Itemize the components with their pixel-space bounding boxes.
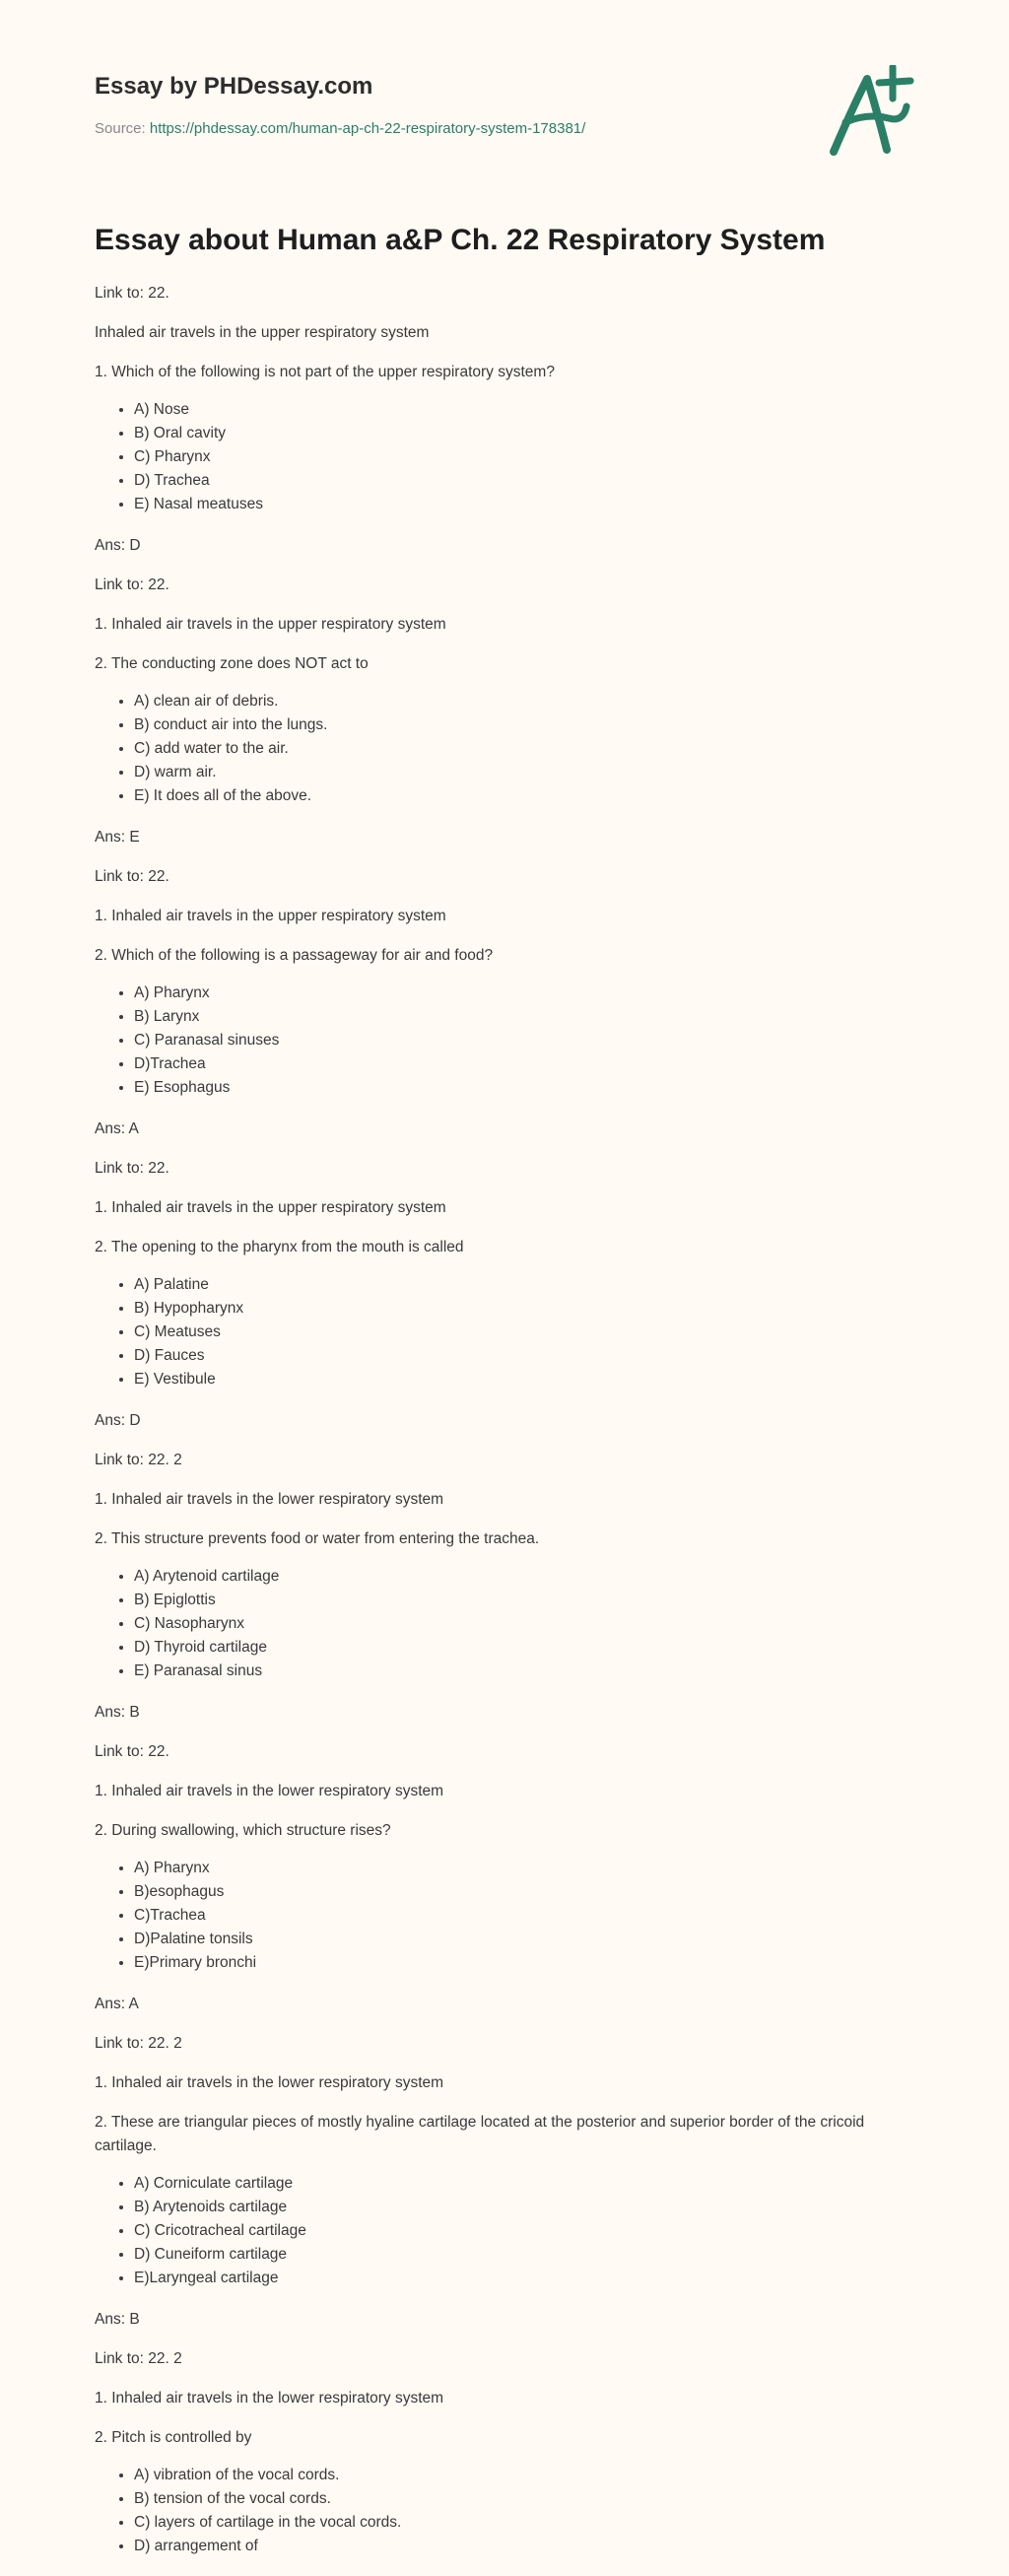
- topic-line: 1. Inhaled air travels in the upper respiratory system: [95, 908, 446, 924]
- options-list: [95, 2172, 883, 2290]
- topic-line: 1. Inhaled air travels in the lower respiratory system: [95, 1491, 444, 1508]
- option-item: • D)Trachea: [134, 1052, 883, 1076]
- topic-line: Inhaled air travels in the upper respiratory system: [95, 324, 430, 341]
- option-item: • D) Thyroid cartilage: [134, 1636, 883, 1660]
- page-header: [95, 69, 922, 177]
- options-list: [95, 398, 883, 516]
- options-list: [95, 1565, 883, 1683]
- topic-line: 1. Inhaled air travels in the lower respiratory system: [95, 2390, 444, 2407]
- option-item: • B) Arytenoids cartilage: [134, 2196, 883, 2219]
- link-reference: Link to: 22.: [95, 1160, 169, 1177]
- question-text: 1. Which of the following is not part of the upper respiratory system?: [95, 364, 555, 380]
- option-item: • D) Fauces: [134, 1344, 883, 1368]
- site-brand: Essay by PHDessay.com: [95, 73, 373, 100]
- option-item: • E) Nasal meatuses: [134, 493, 883, 516]
- option-item: • B) Larynx: [134, 1005, 883, 1029]
- question-text: 2. These are triangular pieces of mostly hyaline cartilage located at the posterior and superior border of the cricoid cartilage.: [95, 2114, 865, 2154]
- option-item: • A) Pharynx: [134, 1857, 883, 1880]
- question-text: 2. Which of the following is a passageway for air and food?: [95, 947, 494, 964]
- option-item: • A) Palatine: [134, 1273, 883, 1297]
- essay-content: [95, 221, 883, 2576]
- question-text: 2. During swallowing, which structure rises?: [95, 1822, 391, 1839]
- option-item: • E)Laryngeal cartilage: [134, 2267, 883, 2290]
- option-item: • E) Esophagus: [134, 1076, 883, 1100]
- question-text: 2. The conducting zone does NOT act to: [95, 655, 369, 672]
- answer-text: Ans: D: [95, 1412, 141, 1429]
- link-reference: Link to: 22. 2: [95, 1452, 182, 1468]
- option-item: • C)Trachea: [134, 1904, 883, 1928]
- option-item: • D) Cuneiform cartilage: [134, 2243, 883, 2267]
- options-list: [95, 690, 883, 808]
- a-plus-logo-icon: [828, 65, 922, 160]
- option-item: • B) conduct air into the lungs.: [134, 713, 883, 737]
- option-item: • C) Meatuses: [134, 1321, 883, 1344]
- topic-line: 1. Inhaled air travels in the lower respiratory system: [95, 1783, 444, 1799]
- answer-text: Ans: B: [95, 1704, 140, 1721]
- option-item: • D) Trachea: [134, 469, 883, 493]
- option-item: • B)esophagus: [134, 1880, 883, 1904]
- topic-line: 1. Inhaled air travels in the upper respiratory system: [95, 616, 446, 633]
- question-text: 2. The opening to the pharynx from the mouth is called: [95, 1239, 464, 1255]
- options-list: [95, 1857, 883, 1975]
- answer-text: Ans: E: [95, 829, 140, 846]
- options-list: [95, 982, 883, 1100]
- option-item: • C) Nasopharynx: [134, 1612, 883, 1636]
- option-item: • D)Palatine tonsils: [134, 1928, 883, 1951]
- option-item: • D) warm air.: [134, 761, 883, 784]
- option-item: • E) Vestibule: [134, 1368, 883, 1391]
- option-item: • A) Arytenoid cartilage: [134, 1565, 883, 1589]
- answer-text: Ans: A: [95, 1996, 139, 2012]
- link-reference: Link to: 22. 2: [95, 2350, 182, 2367]
- option-item: • C) Pharynx: [134, 445, 883, 469]
- link-reference: Link to: 22.: [95, 285, 169, 302]
- option-item: • E)Primary bronchi: [134, 1951, 883, 1975]
- option-item: • A) clean air of debris.: [134, 690, 883, 713]
- essay-title: Essay about Human a&P Ch. 22 Respiratory System: [95, 224, 826, 256]
- option-item: • E) Paranasal sinus: [134, 1660, 883, 1683]
- options-list: [95, 2464, 883, 2558]
- source-line: [95, 120, 922, 137]
- option-item: • C) add water to the air.: [134, 737, 883, 761]
- question-text: 2. This structure prevents food or water from entering the trachea.: [95, 1530, 540, 1547]
- options-list: [95, 1273, 883, 1391]
- answer-text: Ans: A: [95, 1120, 139, 1137]
- question-text: 2. Pitch is controlled by: [95, 2429, 252, 2446]
- option-item: • C) Cricotracheal cartilage: [134, 2219, 883, 2243]
- option-item: • D) arrangement of: [134, 2535, 883, 2558]
- link-reference: Link to: 22.: [95, 868, 169, 885]
- option-item: • B) tension of the vocal cords.: [134, 2487, 883, 2511]
- topic-line: 1. Inhaled air travels in the lower respiratory system: [95, 2074, 444, 2091]
- option-item: • B) Hypopharynx: [134, 1297, 883, 1321]
- option-item: • E) It does all of the above.: [134, 784, 883, 808]
- option-item: • B) Epiglottis: [134, 1589, 883, 1612]
- source-link[interactable]: https://phdessay.com/human-ap-ch-22-respiratory-system-178381/: [149, 120, 586, 137]
- answer-text: Ans: B: [95, 2311, 140, 2328]
- topic-line: 1. Inhaled air travels in the upper respiratory system: [95, 1199, 446, 1216]
- option-item: • A) Nose: [134, 398, 883, 422]
- option-item: • A) Corniculate cartilage: [134, 2172, 883, 2196]
- link-reference: Link to: 22.: [95, 1743, 169, 1760]
- option-item: • B) Oral cavity: [134, 422, 883, 445]
- source-label: Source:: [95, 120, 146, 137]
- option-item: • A) Pharynx: [134, 982, 883, 1005]
- answer-text: Ans: D: [95, 537, 141, 554]
- link-reference: Link to: 22.: [95, 576, 169, 593]
- link-reference: Link to: 22. 2: [95, 2035, 182, 2052]
- option-item: • A) vibration of the vocal cords.: [134, 2464, 883, 2487]
- option-item: • C) layers of cartilage in the vocal cords.: [134, 2511, 883, 2535]
- option-item: • C) Paranasal sinuses: [134, 1029, 883, 1052]
